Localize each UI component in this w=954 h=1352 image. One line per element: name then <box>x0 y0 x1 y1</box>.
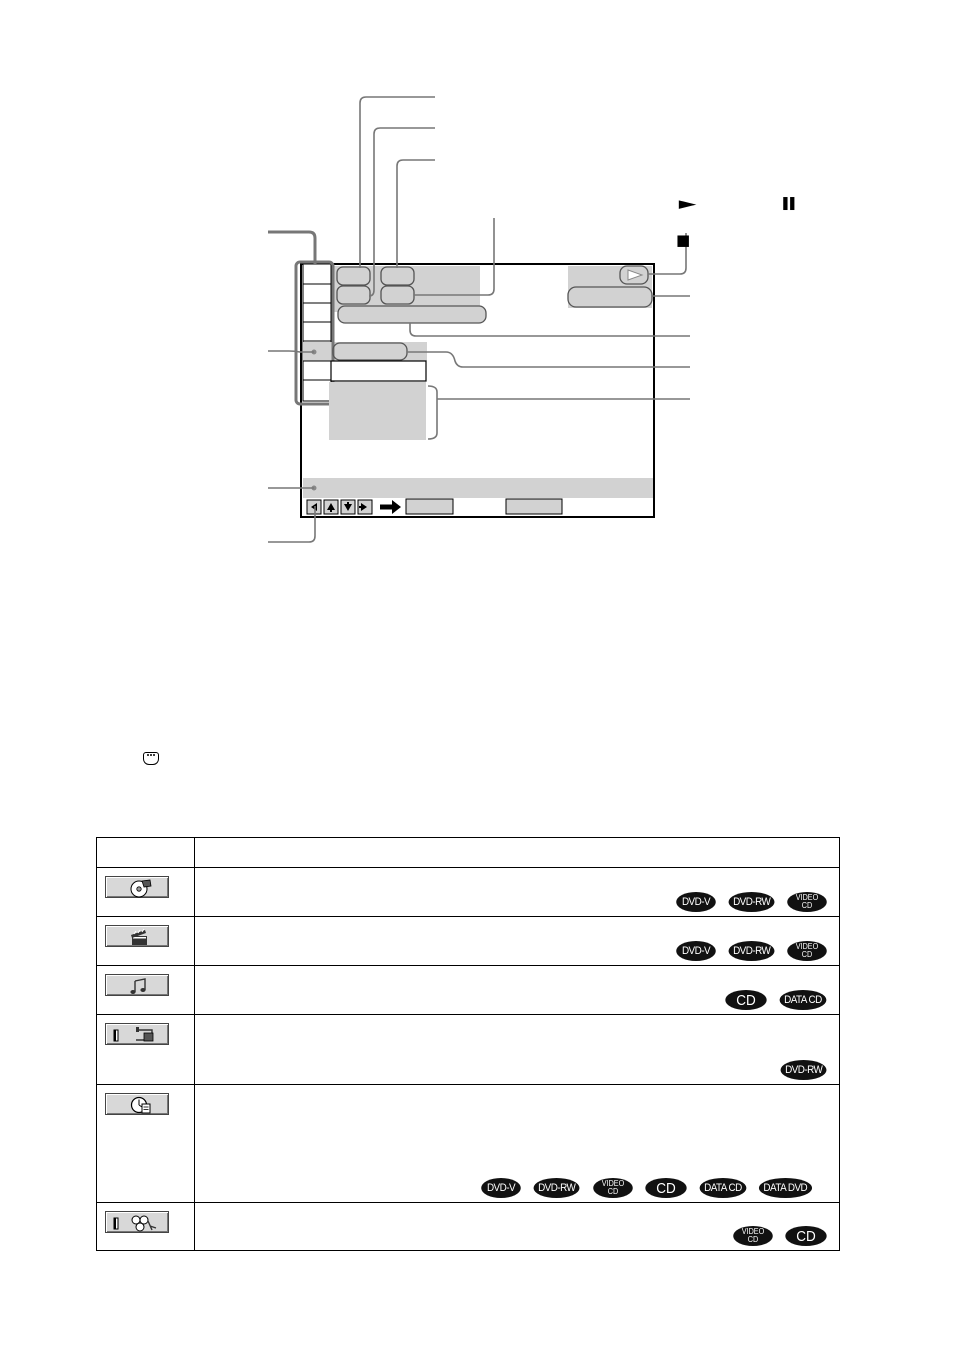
badge-dvd-v: DVD-V <box>481 1178 521 1198</box>
table-row <box>97 1015 840 1085</box>
badge-dvd-v: DVD-V <box>676 941 716 961</box>
header-cell-item <box>97 838 195 868</box>
display-key-icon <box>143 752 159 765</box>
play-symbol: ► <box>678 194 697 214</box>
badge-video-cd: VIDEO CD <box>787 941 827 961</box>
pause-symbol: ❚❚ <box>780 196 794 211</box>
badge-cd: CD <box>785 1226 826 1246</box>
badge-group <box>723 990 829 1010</box>
badge-group <box>778 1060 829 1080</box>
title-box <box>337 267 370 285</box>
table-header-row <box>97 838 840 868</box>
table-row <box>97 1203 840 1251</box>
disc-type-box <box>338 306 486 323</box>
badge-group <box>479 1178 815 1198</box>
badge-cd: CD <box>725 990 766 1010</box>
table-row <box>97 966 840 1015</box>
badge-dvd-v: DVD-V <box>676 892 716 912</box>
table-row <box>97 1085 840 1203</box>
help-bar <box>303 478 653 498</box>
badge-video-cd: VIDEO CD <box>733 1226 773 1246</box>
badge-group <box>674 941 829 961</box>
original-playlist-icon <box>105 1023 169 1045</box>
option-selected <box>331 361 426 381</box>
operation-button-2 <box>506 499 562 514</box>
badge-dvd-rw: DVD-RW <box>534 1178 580 1198</box>
badge-cd: CD <box>645 1178 686 1198</box>
title-total-box <box>337 286 370 304</box>
options-list <box>329 382 426 440</box>
time-text-icon <box>105 1093 169 1115</box>
chapter-total-box <box>381 286 414 304</box>
badge-video-cd: VIDEO CD <box>593 1178 633 1198</box>
control-menu-items-table <box>96 837 840 1251</box>
music-note-icon <box>105 974 169 996</box>
chapter-box <box>381 267 414 285</box>
badge-group <box>731 1226 829 1246</box>
badge-data-dvd: DATA DVD <box>759 1178 812 1198</box>
header-cell-description <box>195 838 840 868</box>
badge-video-cd: VIDEO CD <box>787 892 827 912</box>
badge-dvd-rw: DVD-RW <box>728 941 774 961</box>
table-row <box>97 917 840 966</box>
operation-button-1 <box>406 499 453 514</box>
diagram-svg <box>0 0 954 600</box>
badge-group <box>674 892 829 912</box>
badge-data-cd: DATA CD <box>780 990 827 1010</box>
badge-dvd-rw: DVD-RW <box>728 892 774 912</box>
badge-dvd-rw: DVD-RW <box>780 1060 826 1080</box>
badge-data-cd: DATA CD <box>699 1178 746 1198</box>
stop-symbol: ■ <box>676 231 691 249</box>
table-row <box>97 868 840 917</box>
clapper-icon <box>105 925 169 947</box>
playback-setting-box <box>568 287 652 307</box>
pbc-icon <box>105 1211 169 1233</box>
disc-icon <box>105 876 169 898</box>
control-menu-diagram <box>0 0 954 600</box>
